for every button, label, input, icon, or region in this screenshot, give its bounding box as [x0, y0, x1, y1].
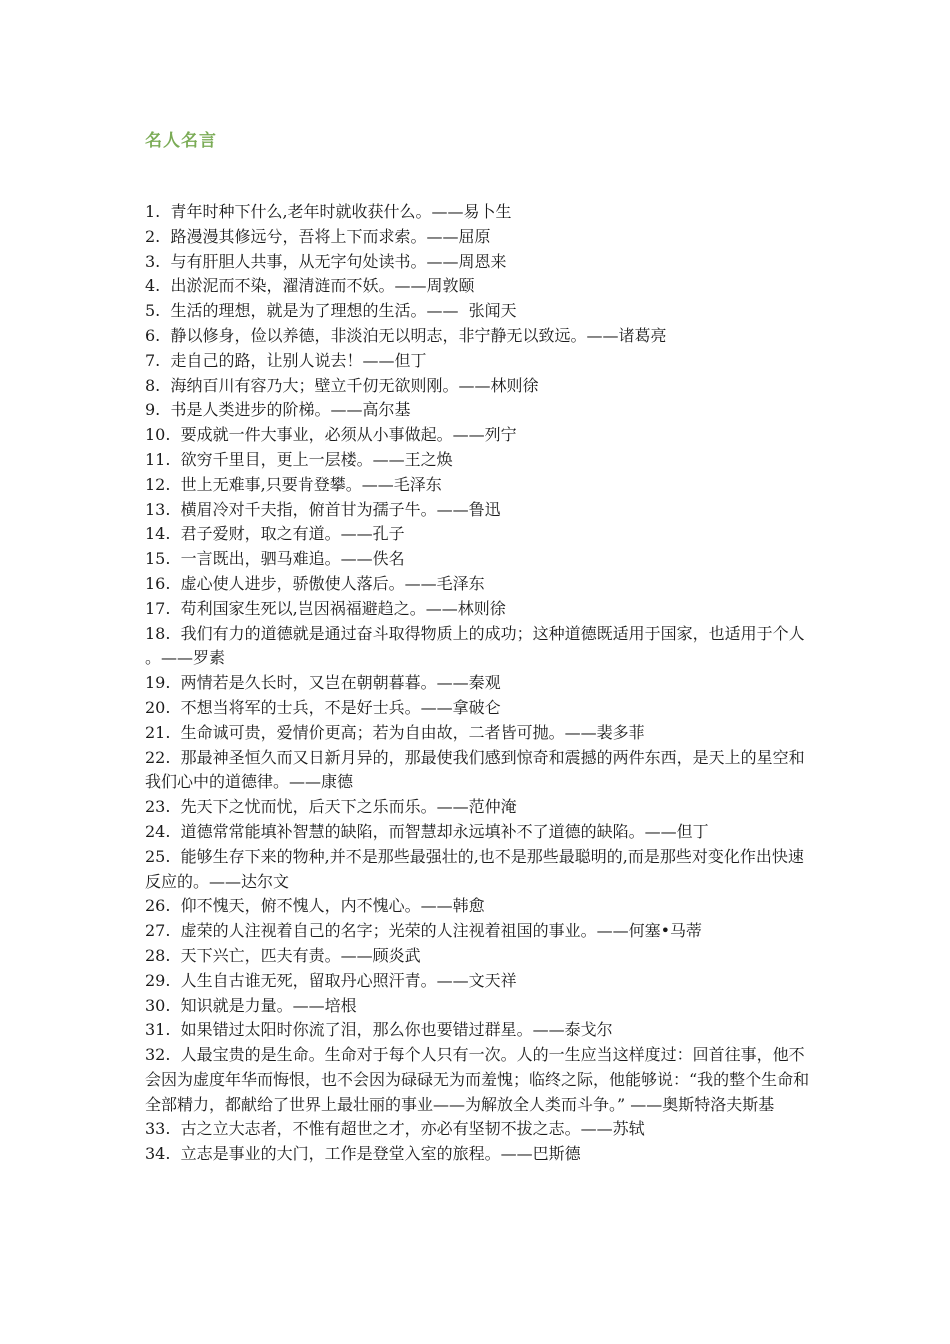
quote-item: 17. 苟利国家生死以,岂因祸福避趋之。——林则徐 [145, 598, 506, 618]
quote-item: 7. 走自己的路，让别人说去！——但丁 [145, 350, 427, 370]
quote-item: 21. 生命诚可贵，爱情价更高；若为自由故，二者皆可抛。——裴多菲 [145, 722, 645, 742]
quote-item: 19. 两情若是久长时，又岂在朝朝暮暮。——秦观 [145, 673, 501, 693]
quote-item: 14. 君子爱财，取之有道。——孔子 [145, 524, 405, 544]
quote-item: 31. 如果错过太阳时你流了泪，那么你也要错过群星。——泰戈尔 [145, 1020, 613, 1040]
quote-item: 32. 人最宝贵的是生命。生命对于每个人只有一次。人的一生应当这样度过：回首往事，他不会因为虚度年华而悔恨，也不会因为碌碌无为而羞愧；临终之际，他能够说：“我的整个生命和全部精力，都献给了世界上最壮丽的事业——为解放全人类而斗争。” ——奥斯特洛夫斯基 [145, 1045, 810, 1114]
quote-item: 25. 能够生存下来的物种,并不是那些最强壮的,也不是那些最聪明的,而是那些对变化作出快速反应的。——达尔文 [145, 846, 804, 891]
quote-item: 11. 欲穷千里目，更上一层楼。——王之焕 [145, 449, 453, 469]
quote-item: 28. 天下兴亡，匹夫有责。——顾炎武 [145, 945, 421, 965]
quote-item: 6. 静以修身，俭以养德，非淡泊无以明志，非宁静无以致远。——诸葛亮 [145, 325, 667, 345]
quote-item: 15. 一言既出，驷马难追。——佚名 [145, 549, 405, 569]
quote-item: 5. 生活的理想，就是为了理想的生活。—— 张闻天 [145, 301, 517, 321]
quote-item: 12. 世上无难事,只要肯登攀。——毛泽东 [145, 474, 442, 494]
document-title: 名人名言 [145, 131, 217, 151]
quote-item: 16. 虚心使人进步，骄傲使人落后。——毛泽东 [145, 573, 485, 593]
quote-item: 2. 路漫漫其修远兮，吾将上下而求索。——屈原 [145, 226, 491, 246]
quote-item: 26. 仰不愧天，俯不愧人，内不愧心。——韩愈 [145, 896, 485, 916]
quote-item: 13. 横眉冷对千夫指，俯首甘为孺子牛。——鲁迅 [145, 499, 501, 519]
quote-item: 8. 海纳百川有容乃大；壁立千仞无欲则刚。——林则徐 [145, 375, 539, 395]
quote-item: 4. 出淤泥而不染，濯清涟而不妖。——周敦颐 [145, 276, 475, 296]
quote-item: 22. 那最神圣恒久而又日新月异的，那最使我们感到惊奇和震撼的两件东西，是天上的星空和我们心中的道德律。——康德 [145, 747, 805, 792]
quote-item: 10. 要成就一件大事业，必须从小事做起。——列宁 [145, 425, 517, 445]
quote-item: 18. 我们有力的道德就是通过奋斗取得物质上的成功；这种道德既适用于国家，也适用于个人 。——罗素 [145, 623, 810, 668]
quote-list [145, 200, 810, 1167]
quote-item: 33. 古之立大志者，不惟有超世之才，亦必有坚韧不拔之志。——苏轼 [145, 1119, 645, 1139]
quote-item: 20. 不想当将军的士兵，不是好士兵。——拿破仑 [145, 697, 501, 717]
quote-item: 29. 人生自古谁无死，留取丹心照汗青。——文天祥 [145, 970, 517, 990]
quote-item: 34. 立志是事业的大门，工作是登堂入室的旅程。——巴斯德 [145, 1144, 581, 1164]
quote-item: 9. 书是人类进步的阶梯。——高尔基 [145, 400, 411, 420]
quote-item: 30. 知识就是力量。——培根 [145, 995, 357, 1015]
quote-item: 24. 道德常常能填补智慧的缺陷，而智慧却永远填补不了道德的缺陷。——但丁 [145, 821, 709, 841]
quote-item: 3. 与有肝胆人共事，从无字句处读书。——周恩来 [145, 251, 507, 271]
quote-item: 1. 青年时种下什么,老年时就收获什么。——易卜生 [145, 202, 512, 221]
quote-item: 27. 虚荣的人注视着自己的名字；光荣的人注视着祖国的事业。——何塞•马蒂 [145, 921, 703, 941]
quote-item: 23. 先天下之忧而忧，后天下之乐而乐。——范仲淹 [145, 797, 517, 817]
